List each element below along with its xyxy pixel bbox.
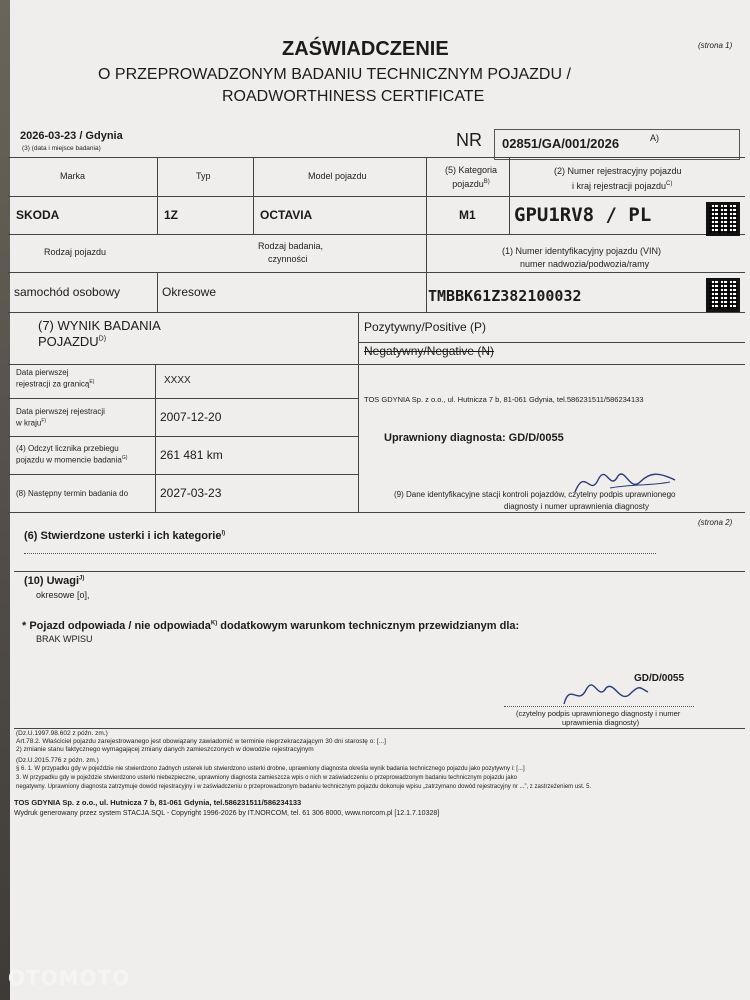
vin-label-1: (1) Numer identyfikacyjny pojazdu (VIN) [502,246,662,256]
first-reg-label-2 [16,418,46,428]
station-caption-2: diagnosty i numer uprawnienia diagnosty [504,502,649,511]
defects-dotted-line [24,553,656,554]
odometer-label-2 [16,455,127,465]
result-ref: D) [98,335,107,343]
legal-line: § 6. 1. W przypadku gdy w pojeździe nie stwierdzono żadnych usterek lub stwierdzono usterki drobne, uprawniony diagnosta określa wynik badania technicznego pojazdu jako pozytywny i: [...] [16,766,525,772]
category-label-text: (5) Kategoria pojazdu [444,165,498,189]
signature-caption-2: uprawnienia diagnosty) [562,718,640,727]
grid-line [8,512,745,513]
registration-ref: C) [666,181,673,187]
station-caption-1: (9) Dane identyfikacyjne stacji kontroli pojazdów, czytelny podpis uprawnionego [394,490,676,499]
grid-line [8,196,745,197]
compliance-value: BRAK WPISU [36,634,93,644]
registration-label-1: (2) Numer rejestracyjny pojazdu [554,166,682,176]
grid-line [8,272,745,273]
document-subtitle-en: ROADWORTHINESS CERTIFICATE [222,88,485,105]
date-place: 2026-03-23 / Gdynia [20,130,123,142]
legal-line: Art.78.2. Właściciel pojazdu zarejestrowanego jest obowiązany zawiadomić w terminie nieprzekraczającym 30 dni starostę o: [...] [16,738,386,745]
legal-line: (Dz.U.1997.98.602 z późn. zm.) [16,730,108,737]
first-reg-abroad-label-2-text: rejestracji za granicą [16,379,90,389]
qr-code-icon [706,202,740,236]
remarks-value: okresowe [o], [36,590,90,600]
grid-line [8,474,358,475]
left-edge-shadow [0,0,10,1000]
compliance-statement [22,620,519,632]
category-label [436,164,506,190]
grid-line [8,436,358,437]
grid-line [14,571,745,572]
remarks-label [24,575,84,587]
odometer-label-1: (4) Odczyt licznika przebiegu [16,444,119,453]
result-label-1: (7) WYNIK BADANIA [38,318,161,333]
registration-label-2 [572,178,672,192]
test-kind-value: Okresowe [162,285,217,299]
next-test-label: (8) Następny termin badania do [16,489,129,498]
grid-line [253,157,254,234]
nr-value: 02851/GA/001/2026 [502,136,620,151]
result-negative: Negatywny/Negative (N) [364,344,495,358]
date-place-caption: (3) (data i miejsce badania) [22,145,101,152]
registration-label-2-text: i kraj rejestracji pojazdu [572,181,667,191]
signature-code: GD/D/0055 [634,673,685,684]
otomoto-watermark: OTOMOTO [8,966,131,990]
legal-line: negatywny. Uprawniony diagnosta zatrzymuje dowód rejestracyjny i w zaświadczeniu o przeprowadzonym badaniu technicznym pojazdu dokonuje wpisu „zatrzymano dowód rejestracyjny nr ...”, z zastrzeżeniem ust. 5. [16,784,592,790]
first-reg-label-1: Data pierwszej rejestracji [16,407,105,416]
type-label: Typ [196,171,211,181]
vin-value: TMBBK61Z382100032 [428,287,582,305]
legal-line: 2) zmianie stanu faktycznego wymagającej zmiany danych zamieszczonych w dowodzie rejestracyjnym [16,746,314,753]
remarks-ref: J) [79,575,85,582]
vehicle-kind-label: Rodzaj pojazdu [44,247,107,257]
type-value: 1Z [164,208,179,222]
station-address: TOS GDYNIA Sp. z o.o., ul. Hutnicza 7 b, 81-061 Gdynia, tel.586231511/586234133 [364,395,644,404]
vin-label-2: numer nadwozia/podwozia/ramy [520,259,650,269]
grid-line [509,157,510,234]
first-reg-value: 2007-12-20 [160,410,222,424]
defects-label [24,530,225,542]
first-reg-abroad-label-1: Data pierwszej [16,368,69,377]
next-test-value: 2027-03-23 [160,486,222,500]
first-reg-abroad-value: XXXX [164,375,191,386]
grid-line [8,364,745,365]
odometer-label-2-text: pojazdu w momencie badania [16,455,122,465]
first-reg-abroad-ref: E) [89,379,95,385]
category-value: M1 [459,208,476,222]
page-marker-2: (strona 2) [698,518,733,527]
signature-caption-1: (czytelny podpis uprawnionego diagnosty i numer [516,709,681,718]
compliance-ref: K) [210,620,218,627]
legal-line: 3. W przypadku gdy w pojeździe stwierdzono usterki niebezpieczne, uprawniony diagnosta zamieszcza wpis o nich w zaświadczeniu o przeprowadzonym badaniu technicznym pojazdu jako [16,775,517,781]
model-label: Model pojazdu [308,171,367,181]
grid-line [8,157,745,158]
make-label: Marka [60,171,86,181]
defects-label-text: (6) Stwierdzone usterki i ich kategorie [24,530,222,542]
vehicle-kind-value: samochód osobowy [14,285,121,299]
result-positive: Pozytywny/Positive (P) [364,320,487,334]
grid-line [157,157,158,234]
signature-dotted-line [504,706,694,707]
grid-line [8,312,745,313]
make-value: SKODA [16,208,60,222]
page-marker-1: (strona 1) [698,41,733,50]
legal-line: (Dz.U.2015.776 z późn. zm.) [16,757,99,764]
odometer-ref: G) [121,455,128,461]
first-reg-ref: F) [41,418,47,424]
test-kind-label-1: Rodzaj badania, [258,241,324,251]
model-value: OCTAVIA [260,208,313,222]
remarks-label-text: (10) Uwagi [24,575,80,587]
grid-line [8,398,358,399]
result-label-2-text: POJAZDU [38,334,99,349]
footer-generator: Wydruk generowany przez system STACJA.SQL - Copyright 1996-2026 by IT.NORCOM, tel. 61 306 8000, www.norcom.pl [12.1.7.10328] [14,810,440,817]
result-label-2 [38,334,106,349]
compliance-tail: dodatkowym warunkom technicznym przewidzianym dla: [217,620,520,632]
grid-line [358,312,359,512]
grid-line [157,272,158,312]
grid-line [426,157,427,312]
grid-line [14,728,745,729]
document-subtitle-pl: O PRZEPROWADZONYM BADANIU TECHNICZNYM POJAZDU / [98,66,571,83]
first-reg-abroad-label-2 [16,379,94,389]
grid-line [8,234,745,235]
grid-line [155,364,156,512]
qr-code-icon [706,278,740,312]
compliance-text: Pojazd odpowiada / nie odpowiada [29,620,211,632]
document-title: ZAŚWIADCZENIE [282,38,449,60]
nr-ref: A) [650,133,659,143]
nr-label: NR [456,130,482,150]
compliance-star: * [22,620,27,632]
category-ref: B) [483,179,490,185]
registration-value: GPU1RV8 / PL [514,204,652,226]
station-diagnostician: Uprawniony diagnosta: GD/D/0055 [384,432,564,444]
test-kind-label-2: czynności [268,254,308,264]
odometer-value: 261 481 km [160,448,223,462]
footer-company: TOS GDYNIA Sp. z o.o., ul. Hutnicza 7 b, 81-061 Gdynia, tel.586231511/586234133 [14,798,302,807]
first-reg-label-2-text: w kraju [16,418,42,428]
grid-line [358,342,745,343]
defects-ref: I) [221,530,226,537]
